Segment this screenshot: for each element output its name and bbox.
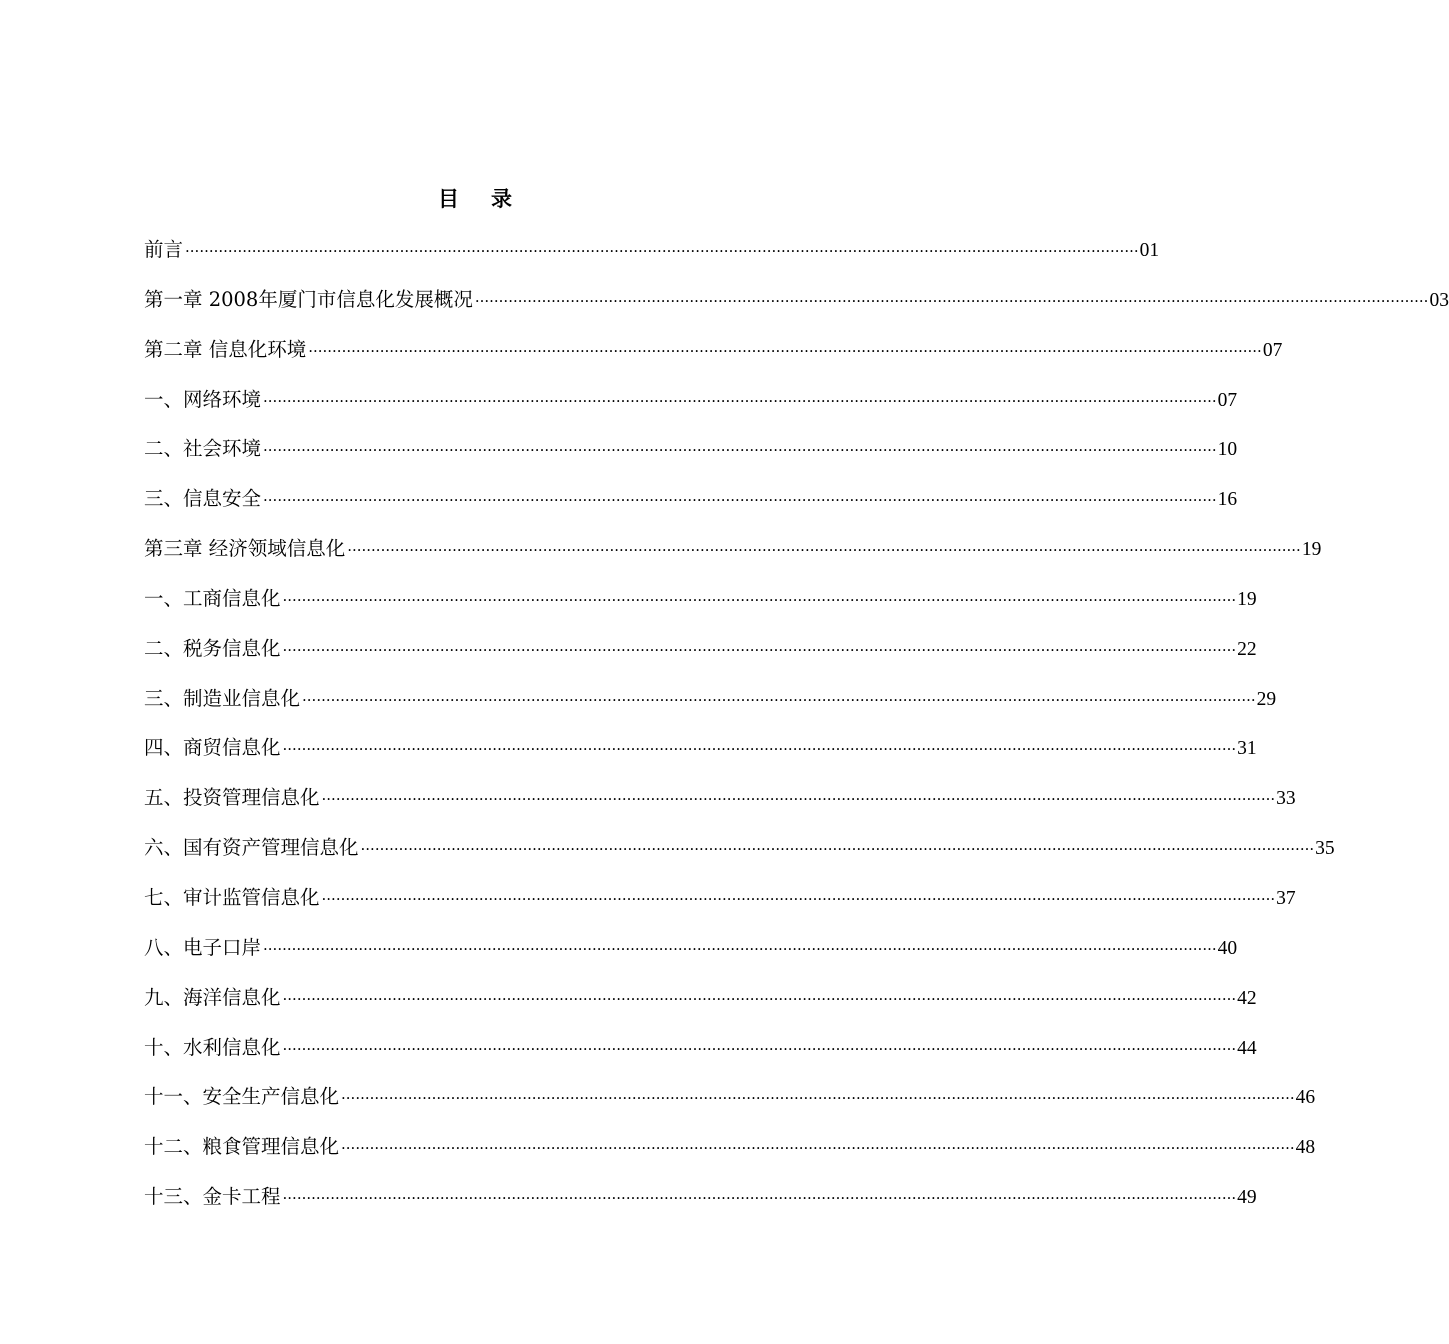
- toc-list: [144, 232, 1449, 1229]
- toc-dot-leader: ········································································································································································································: [282, 740, 1237, 759]
- toc-entry: [144, 930, 1238, 980]
- toc-entry: [144, 730, 1257, 780]
- toc-entry-page-number: 16: [1217, 489, 1238, 511]
- toc-entry-label: 二、社会环境: [144, 437, 262, 461]
- toc-entry-page-number: 29: [1256, 688, 1277, 710]
- toc-dot-leader: ········································································································································································································: [321, 889, 1276, 908]
- toc-dot-leader: ········································································································································································································: [308, 341, 1262, 360]
- toc-entry-label: 七、审计监管信息化: [144, 885, 320, 909]
- toc-entry-label: 六、国有资产管理信息化: [144, 836, 359, 860]
- toc-entry: [144, 980, 1257, 1030]
- toc-entry: [144, 481, 1238, 531]
- toc-entry-page-number: 10: [1217, 439, 1238, 461]
- toc-dot-leader: ········································································································································································································: [360, 840, 1315, 859]
- toc-entry: [144, 431, 1238, 481]
- toc-entry-label: 十三、金卡工程: [144, 1185, 281, 1209]
- toc-entry: [144, 531, 1322, 581]
- toc-dot-leader: ········································································································································································································: [321, 790, 1276, 809]
- toc-dot-leader: ········································································································································································································: [282, 1039, 1237, 1058]
- toc-dot-leader: ········································································································································································································: [282, 640, 1237, 659]
- toc-entry-page-number: 19: [1237, 588, 1257, 610]
- toc-entry-page-number: 40: [1217, 937, 1238, 959]
- toc-entry: [144, 780, 1296, 830]
- toc-entry-label: 五、投资管理信息化: [144, 786, 320, 810]
- toc-entry-label: 第一章 2008年厦门市信息化发展概况: [144, 287, 473, 311]
- toc-entry: [144, 1079, 1316, 1129]
- toc-entry-page-number: 07: [1262, 339, 1283, 361]
- toc-entry: [144, 232, 1160, 282]
- toc-dot-leader: ········································································································································································································: [341, 1089, 1295, 1108]
- toc-entry-page-number: 22: [1237, 638, 1257, 660]
- toc-entry: [144, 1030, 1257, 1080]
- toc-entry: [144, 382, 1238, 432]
- toc-entry-label: 三、信息安全: [144, 487, 262, 511]
- toc-entry-label: 九、海洋信息化: [144, 985, 281, 1009]
- toc-dot-leader: ········································································································································································································: [347, 541, 1301, 560]
- toc-entry-label: 八、电子口岸: [144, 935, 262, 959]
- toc-entry: [144, 1179, 1257, 1229]
- toc-entry: [144, 282, 1449, 332]
- toc-entry-label: 十、水利信息化: [144, 1035, 281, 1059]
- toc-entry-page-number: 31: [1237, 738, 1257, 760]
- toc-entry-page-number: 19: [1301, 539, 1322, 561]
- toc-entry-page-number: 37: [1276, 887, 1296, 909]
- toc-entry-page-number: 46: [1295, 1087, 1316, 1109]
- toc-dot-leader: ········································································································································································································: [474, 291, 1429, 310]
- toc-entry-label: 三、制造业信息化: [144, 686, 301, 710]
- toc-entry-label: 第二章 信息化环境: [144, 337, 307, 361]
- toc-entry: [144, 581, 1257, 631]
- toc-entry-page-number: 01: [1139, 240, 1160, 261]
- toc-entry-page-number: 48: [1295, 1137, 1316, 1159]
- toc-dot-leader: ········································································································································································································: [185, 242, 1139, 260]
- toc-dot-leader: ········································································································································································································: [263, 391, 1217, 410]
- toc-entry-label: 第三章 经济领域信息化: [144, 537, 346, 561]
- toc-entry-page-number: 07: [1217, 389, 1238, 411]
- toc-dot-leader: ········································································································································································································: [282, 989, 1237, 1008]
- toc-entry: [144, 830, 1335, 880]
- toc-entry-page-number: 33: [1276, 788, 1296, 810]
- toc-entry: [144, 1129, 1316, 1179]
- toc-dot-leader: ········································································································································································································: [263, 491, 1217, 510]
- toc-entry-page-number: 42: [1237, 987, 1257, 1009]
- toc-entry-label: 前言: [144, 238, 184, 261]
- toc-entry-label: 一、工商信息化: [144, 586, 281, 610]
- toc-title: 目录: [438, 186, 544, 211]
- toc-entry-page-number: 49: [1237, 1187, 1257, 1209]
- toc-entry-page-number: 35: [1315, 838, 1335, 860]
- toc-dot-leader: ········································································································································································································: [263, 939, 1217, 958]
- toc-dot-leader: ········································································································································································································: [302, 690, 1256, 709]
- toc-entry-label: 四、商贸信息化: [144, 736, 281, 760]
- toc-entry-page-number: 03: [1429, 289, 1449, 311]
- toc-entry: [144, 631, 1257, 681]
- toc-dot-leader: ········································································································································································································: [263, 441, 1217, 460]
- toc-entry: [144, 332, 1283, 382]
- toc-entry-page-number: 44: [1237, 1037, 1257, 1059]
- toc-entry-label: 十一、安全生产信息化: [144, 1085, 340, 1109]
- toc-dot-leader: ········································································································································································································: [282, 1189, 1237, 1208]
- toc-entry-label: 一、网络环境: [144, 387, 262, 411]
- toc-entry: [144, 681, 1277, 731]
- toc-dot-leader: ········································································································································································································: [341, 1139, 1295, 1158]
- toc-entry: [144, 880, 1296, 930]
- toc-dot-leader: ········································································································································································································: [282, 590, 1237, 609]
- toc-entry-label: 十二、粮食管理信息化: [144, 1135, 340, 1159]
- toc-entry-label: 二、税务信息化: [144, 636, 281, 660]
